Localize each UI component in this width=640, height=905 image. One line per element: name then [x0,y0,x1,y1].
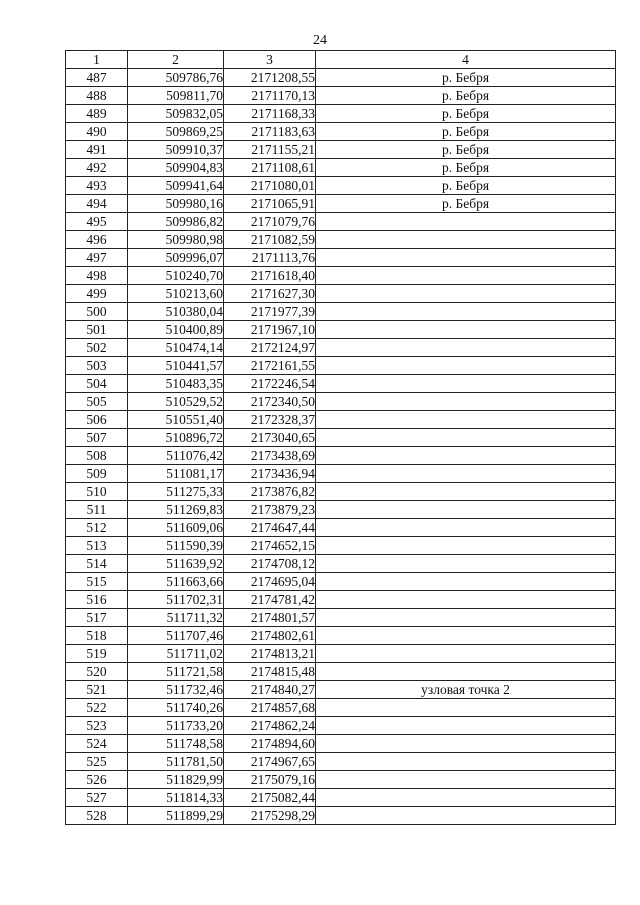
point-number-cell: 488 [66,87,128,105]
x-coordinate-cell: 510896,72 [128,429,224,447]
note-cell [316,231,616,249]
note-cell [316,321,616,339]
point-number-cell: 512 [66,519,128,537]
table-row [66,123,616,141]
coordinates-table [65,50,616,825]
note-cell [316,411,616,429]
y-coordinate-cell: 2174967,65 [224,753,316,771]
column-header-y: 3 [224,51,316,69]
note-cell [316,573,616,591]
point-number-cell: 510 [66,483,128,501]
note-cell: узловая точка 2 [316,681,616,699]
point-number-cell: 505 [66,393,128,411]
table-row [66,483,616,501]
x-coordinate-cell: 511707,46 [128,627,224,645]
point-number-cell: 523 [66,717,128,735]
y-coordinate-cell: 2171170,13 [224,87,316,105]
x-coordinate-cell: 509786,76 [128,69,224,87]
y-coordinate-cell: 2173876,82 [224,483,316,501]
note-cell [316,213,616,231]
x-coordinate-cell: 511829,99 [128,771,224,789]
table-row [66,213,616,231]
table-row [66,267,616,285]
x-coordinate-cell: 511814,33 [128,789,224,807]
table-row [66,249,616,267]
point-number-cell: 514 [66,555,128,573]
point-number-cell: 490 [66,123,128,141]
note-cell [316,627,616,645]
note-cell [316,591,616,609]
note-cell: р. Бебря [316,69,616,87]
y-coordinate-cell: 2174802,61 [224,627,316,645]
note-cell [316,357,616,375]
y-coordinate-cell: 2174813,21 [224,645,316,663]
y-coordinate-cell: 2174894,60 [224,735,316,753]
point-number-cell: 516 [66,591,128,609]
note-cell [316,375,616,393]
y-coordinate-cell: 2174840,27 [224,681,316,699]
point-number-cell: 508 [66,447,128,465]
x-coordinate-cell: 511732,46 [128,681,224,699]
point-number-cell: 527 [66,789,128,807]
point-number-cell: 513 [66,537,128,555]
note-cell [316,303,616,321]
point-number-cell: 491 [66,141,128,159]
point-number-cell: 509 [66,465,128,483]
table-row [66,303,616,321]
table-row [66,429,616,447]
note-cell [316,663,616,681]
note-cell: р. Бебря [316,87,616,105]
x-coordinate-cell: 511702,31 [128,591,224,609]
x-coordinate-cell: 511081,17 [128,465,224,483]
y-coordinate-cell: 2175079,16 [224,771,316,789]
x-coordinate-cell: 509980,98 [128,231,224,249]
y-coordinate-cell: 2171977,39 [224,303,316,321]
table-row [66,141,616,159]
y-coordinate-cell: 2171208,55 [224,69,316,87]
point-number-cell: 504 [66,375,128,393]
table-row [66,411,616,429]
note-cell [316,735,616,753]
table-row [66,699,616,717]
note-cell: р. Бебря [316,195,616,213]
table-row [66,87,616,105]
table-row [66,501,616,519]
x-coordinate-cell: 511721,58 [128,663,224,681]
point-number-cell: 496 [66,231,128,249]
note-cell: р. Бебря [316,141,616,159]
y-coordinate-cell: 2174708,12 [224,555,316,573]
table-row [66,591,616,609]
note-cell [316,465,616,483]
y-coordinate-cell: 2172246,54 [224,375,316,393]
note-cell [316,717,616,735]
point-number-cell: 492 [66,159,128,177]
point-number-cell: 501 [66,321,128,339]
point-number-cell: 502 [66,339,128,357]
y-coordinate-cell: 2173436,94 [224,465,316,483]
y-coordinate-cell: 2174857,68 [224,699,316,717]
y-coordinate-cell: 2174815,48 [224,663,316,681]
y-coordinate-cell: 2171168,33 [224,105,316,123]
x-coordinate-cell: 510400,89 [128,321,224,339]
x-coordinate-cell: 510474,14 [128,339,224,357]
table-row [66,105,616,123]
point-number-cell: 520 [66,663,128,681]
table-row [66,789,616,807]
x-coordinate-cell: 510213,60 [128,285,224,303]
y-coordinate-cell: 2171627,30 [224,285,316,303]
table-row [66,69,616,87]
table-row [66,357,616,375]
point-number-cell: 518 [66,627,128,645]
table-row [66,231,616,249]
x-coordinate-cell: 511609,06 [128,519,224,537]
point-number-cell: 521 [66,681,128,699]
note-cell [316,519,616,537]
y-coordinate-cell: 2174801,57 [224,609,316,627]
point-number-cell: 528 [66,807,128,825]
table-row [66,573,616,591]
point-number-cell: 503 [66,357,128,375]
x-coordinate-cell: 509996,07 [128,249,224,267]
x-coordinate-cell: 509910,37 [128,141,224,159]
x-coordinate-cell: 509980,16 [128,195,224,213]
note-cell [316,447,616,465]
y-coordinate-cell: 2173040,65 [224,429,316,447]
y-coordinate-cell: 2174695,04 [224,573,316,591]
x-coordinate-cell: 510240,70 [128,267,224,285]
point-number-cell: 499 [66,285,128,303]
note-cell [316,501,616,519]
header-row [66,51,616,69]
x-coordinate-cell: 511733,20 [128,717,224,735]
table-row [66,717,616,735]
y-coordinate-cell: 2171618,40 [224,267,316,285]
x-coordinate-cell: 510483,35 [128,375,224,393]
note-cell [316,789,616,807]
y-coordinate-cell: 2173438,69 [224,447,316,465]
point-number-cell: 522 [66,699,128,717]
y-coordinate-cell: 2171080,01 [224,177,316,195]
note-cell [316,807,616,825]
x-coordinate-cell: 511269,83 [128,501,224,519]
x-coordinate-cell: 511711,32 [128,609,224,627]
note-cell [316,483,616,501]
point-number-cell: 515 [66,573,128,591]
x-coordinate-cell: 511748,58 [128,735,224,753]
table-row [66,285,616,303]
note-cell: р. Бебря [316,105,616,123]
table-row [66,771,616,789]
x-coordinate-cell: 511663,66 [128,573,224,591]
y-coordinate-cell: 2171082,59 [224,231,316,249]
x-coordinate-cell: 510529,52 [128,393,224,411]
column-header-number: 1 [66,51,128,69]
note-cell: р. Бебря [316,177,616,195]
x-coordinate-cell: 510380,04 [128,303,224,321]
note-cell [316,645,616,663]
note-cell [316,393,616,411]
y-coordinate-cell: 2171967,10 [224,321,316,339]
point-number-cell: 498 [66,267,128,285]
note-cell [316,753,616,771]
point-number-cell: 519 [66,645,128,663]
point-number-cell: 511 [66,501,128,519]
y-coordinate-cell: 2174781,42 [224,591,316,609]
column-header-x: 2 [128,51,224,69]
note-cell [316,429,616,447]
y-coordinate-cell: 2171079,76 [224,213,316,231]
point-number-cell: 495 [66,213,128,231]
x-coordinate-cell: 511899,29 [128,807,224,825]
y-coordinate-cell: 2174652,15 [224,537,316,555]
y-coordinate-cell: 2171108,61 [224,159,316,177]
point-number-cell: 517 [66,609,128,627]
table-row [66,447,616,465]
y-coordinate-cell: 2171065,91 [224,195,316,213]
x-coordinate-cell: 509869,25 [128,123,224,141]
note-cell [316,249,616,267]
x-coordinate-cell: 510551,40 [128,411,224,429]
x-coordinate-cell: 509986,82 [128,213,224,231]
x-coordinate-cell: 511590,39 [128,537,224,555]
y-coordinate-cell: 2171113,76 [224,249,316,267]
x-coordinate-cell: 509811,70 [128,87,224,105]
x-coordinate-cell: 509904,83 [128,159,224,177]
table-row [66,195,616,213]
table-row [66,393,616,411]
y-coordinate-cell: 2172124,97 [224,339,316,357]
table-row [66,627,616,645]
table-row [66,519,616,537]
note-cell [316,771,616,789]
table-row [66,807,616,825]
table-row [66,177,616,195]
note-cell [316,285,616,303]
x-coordinate-cell: 511781,50 [128,753,224,771]
table-row [66,159,616,177]
point-number-cell: 525 [66,753,128,771]
table-row [66,537,616,555]
point-number-cell: 493 [66,177,128,195]
y-coordinate-cell: 2172161,55 [224,357,316,375]
note-cell [316,537,616,555]
y-coordinate-cell: 2174647,44 [224,519,316,537]
table-row [66,321,616,339]
note-cell: р. Бебря [316,159,616,177]
point-number-cell: 487 [66,69,128,87]
note-cell [316,609,616,627]
point-number-cell: 497 [66,249,128,267]
point-number-cell: 489 [66,105,128,123]
table-row [66,735,616,753]
x-coordinate-cell: 511076,42 [128,447,224,465]
y-coordinate-cell: 2175298,29 [224,807,316,825]
table-row [66,375,616,393]
x-coordinate-cell: 510441,57 [128,357,224,375]
y-coordinate-cell: 2172328,37 [224,411,316,429]
note-cell [316,699,616,717]
x-coordinate-cell: 511740,26 [128,699,224,717]
note-cell [316,267,616,285]
point-number-cell: 524 [66,735,128,753]
point-number-cell: 500 [66,303,128,321]
table-row [66,645,616,663]
table-row [66,555,616,573]
y-coordinate-cell: 2173879,23 [224,501,316,519]
page-number: 24 [313,33,327,48]
y-coordinate-cell: 2175082,44 [224,789,316,807]
y-coordinate-cell: 2172340,50 [224,393,316,411]
table-row [66,465,616,483]
y-coordinate-cell: 2171155,21 [224,141,316,159]
x-coordinate-cell: 509832,05 [128,105,224,123]
note-cell [316,555,616,573]
x-coordinate-cell: 509941,64 [128,177,224,195]
table-row [66,339,616,357]
table-row [66,753,616,771]
point-number-cell: 507 [66,429,128,447]
point-number-cell: 506 [66,411,128,429]
column-header-note: 4 [316,51,616,69]
table-row [66,663,616,681]
y-coordinate-cell: 2174862,24 [224,717,316,735]
point-number-cell: 526 [66,771,128,789]
x-coordinate-cell: 511639,92 [128,555,224,573]
x-coordinate-cell: 511711,02 [128,645,224,663]
x-coordinate-cell: 511275,33 [128,483,224,501]
note-cell [316,339,616,357]
point-number-cell: 494 [66,195,128,213]
y-coordinate-cell: 2171183,63 [224,123,316,141]
table-row [66,609,616,627]
note-cell: р. Бебря [316,123,616,141]
table-row [66,681,616,699]
